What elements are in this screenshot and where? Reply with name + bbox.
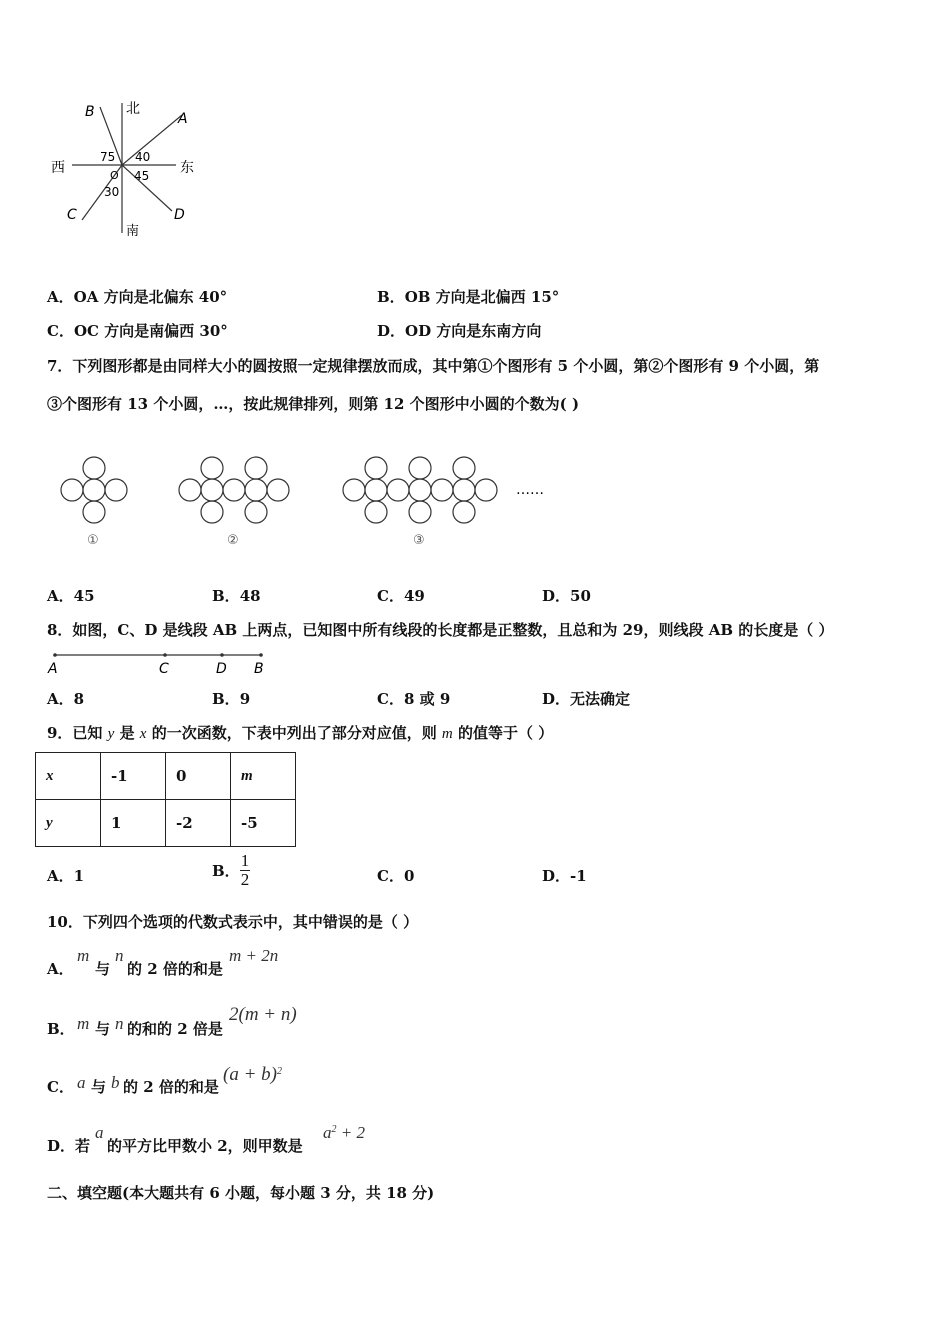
label-b: B xyxy=(85,104,95,120)
circle-pattern-figure xyxy=(50,450,570,550)
point-label-b: B xyxy=(254,661,264,677)
label-d: D xyxy=(174,207,185,223)
compass-diagram xyxy=(40,95,220,245)
q7-option-d: D．50 xyxy=(542,587,591,605)
q6-option-c: C．OC 方向是南偏西 30° xyxy=(47,322,228,340)
pattern-circle xyxy=(343,479,365,501)
point-b xyxy=(259,653,263,657)
q8-option-c: C．8 或 9 xyxy=(377,690,451,708)
pattern-circle xyxy=(409,479,431,501)
q7-stem-line2: ③个图形有 13 个小圆，…，按此规律排列，则第 12 个图形中小圆的个数为( ) xyxy=(47,395,580,413)
pattern-circle xyxy=(83,457,105,479)
q7-option-c: C．49 xyxy=(377,587,425,605)
pattern-circle xyxy=(409,501,431,523)
q9-stem: 9．已知 y 是 x 的一次函数，下表中列出了部分对应值，则 m 的值等于（ ） xyxy=(47,724,554,742)
pattern-circle xyxy=(179,479,201,501)
point-label-a: A xyxy=(48,661,58,677)
pattern-circle xyxy=(453,479,475,501)
var-x: x xyxy=(139,726,147,742)
expr-a-squared-plus-2: $a^2 + 2$ xyxy=(323,1123,365,1142)
pattern-circle xyxy=(365,479,387,501)
q6-option-d: D．OD 方向是东南方向 xyxy=(377,322,542,340)
pattern-circle xyxy=(453,457,475,479)
angle-c: 30 xyxy=(104,185,120,199)
value-table xyxy=(35,752,296,847)
pattern-circle xyxy=(453,501,475,523)
pattern-ellipsis: …… xyxy=(516,482,544,498)
q7-option-b: B．48 xyxy=(212,587,261,605)
compass-east: 东 xyxy=(180,160,194,176)
q7-stem-line1: 7．下列图形都是由同样大小的圆按照一定规律摆放而成，其中第①个图形有 5 个小圆，第②个图形有 9 个小圆，第 xyxy=(47,357,820,375)
q9-option-c: C．0 xyxy=(377,867,415,885)
compass-south: 南 xyxy=(126,224,140,239)
pattern-circle xyxy=(267,479,289,501)
pattern-circle xyxy=(105,479,127,501)
segment-diagram xyxy=(45,648,275,678)
pattern-circle xyxy=(409,457,431,479)
table-cell: x xyxy=(36,753,101,800)
pattern-circle xyxy=(365,457,387,479)
pattern-circle xyxy=(245,457,267,479)
table-row xyxy=(36,753,296,800)
q9-option-b: B． $\frac{1}{2}$ xyxy=(212,851,250,889)
figure-label-3: ③ xyxy=(413,533,425,548)
point-d xyxy=(220,653,224,657)
compass-north: 北 xyxy=(126,101,140,117)
pattern-circle xyxy=(245,479,267,501)
point-label-d: D xyxy=(216,661,227,677)
label-a: A xyxy=(178,111,188,127)
pattern-circle xyxy=(475,479,497,501)
table-row xyxy=(36,800,296,847)
angle-b: 75 xyxy=(100,150,116,164)
point-label-c: C xyxy=(159,661,169,677)
q8-option-a: A．8 xyxy=(47,690,85,708)
pattern-circle xyxy=(201,479,223,501)
pattern-circle xyxy=(83,501,105,523)
pattern-circle xyxy=(245,501,267,523)
table-cell: y xyxy=(36,800,101,847)
table-cell: -2 xyxy=(166,800,231,847)
q8-option-b: B．9 xyxy=(212,690,251,708)
label-c: C xyxy=(67,207,77,223)
q9-option-d: D．-1 xyxy=(542,867,587,885)
table-cell: 1 xyxy=(101,800,166,847)
q8-stem: 8．如图，C、D 是线段 AB 上两点，已知图中所有线段的长度都是正整数，且总和为 29，则线段 AB 的长度是（ ） xyxy=(47,621,834,639)
pattern-circle xyxy=(223,479,245,501)
fraction-one-half: $\frac{1}{2}$ xyxy=(240,851,250,889)
pattern-circle xyxy=(365,501,387,523)
section-title: 二、填空题(本大题共有 6 小题，每小题 3 分，共 18 分) xyxy=(47,1184,435,1202)
label-o: O xyxy=(110,169,119,182)
angle-a: 40 xyxy=(135,150,151,164)
var-y: y xyxy=(107,726,115,742)
table-cell: 0 xyxy=(166,753,231,800)
expr-a-plus-b-squared: $(a + b)^2$ xyxy=(223,1064,282,1085)
point-c xyxy=(163,653,167,657)
compass-west: 西 xyxy=(51,160,65,176)
q9-option-a: A．1 xyxy=(47,867,85,885)
q6-option-a: A．OA 方向是北偏东 40° xyxy=(47,288,228,306)
q10-stem: 10．下列四个选项的代数式表示中，其中错误的是（ ） xyxy=(47,913,419,931)
table-cell: -1 xyxy=(101,753,166,800)
q6-option-b: B．OB 方向是北偏西 15° xyxy=(377,288,560,306)
figure-label-2: ② xyxy=(227,533,239,548)
pattern-circle xyxy=(201,457,223,479)
figure-label-1: ① xyxy=(87,533,99,548)
ray-oa xyxy=(122,115,182,165)
q7-option-a: A．45 xyxy=(47,587,95,605)
point-a xyxy=(53,653,57,657)
pattern-circle xyxy=(83,479,105,501)
pattern-circle xyxy=(387,479,409,501)
pattern-circle xyxy=(431,479,453,501)
q8-option-d: D．无法确定 xyxy=(542,690,631,708)
var-m: m xyxy=(441,726,453,742)
table-cell: m xyxy=(231,753,296,800)
angle-d: 45 xyxy=(134,169,150,183)
table-cell: -5 xyxy=(231,800,296,847)
pattern-circle xyxy=(61,479,83,501)
pattern-circle xyxy=(201,501,223,523)
